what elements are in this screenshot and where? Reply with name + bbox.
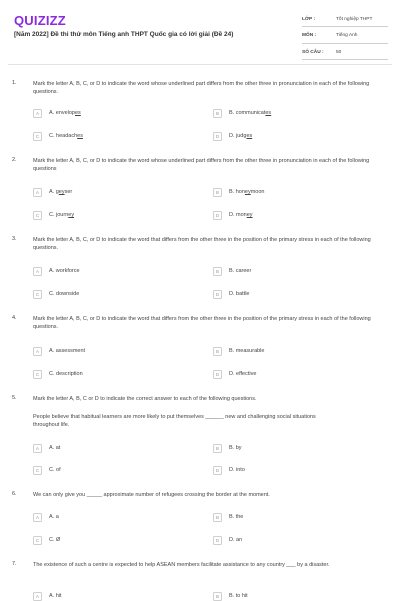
underlined-part: ey — [68, 212, 75, 218]
meta-label: SỐ CÂU : — [302, 49, 324, 55]
option-text: D. money — [229, 212, 253, 218]
option-text: D. into — [229, 467, 245, 473]
option-text: B. career — [229, 268, 252, 274]
option-b[interactable] — [213, 187, 264, 197]
option-text: B. the — [229, 514, 244, 520]
option-a[interactable] — [33, 346, 85, 356]
question-stem: Mark the letter A, B, C, or D to indicate the word that differs from the other three in the position of the primary stress in each of the following questions. — [33, 237, 371, 251]
meta-value: Tốt nghiệp THPT — [336, 16, 373, 22]
option-text: A. a — [49, 514, 59, 520]
meta-value: Tiếng Anh — [336, 33, 358, 38]
option-text: D. an — [229, 537, 243, 543]
meta-box — [302, 12, 388, 62]
meta-row-class — [302, 12, 388, 27]
option-c[interactable] — [33, 289, 79, 299]
option-letter-box[interactable]: C — [33, 211, 42, 220]
meta-value: 50 — [336, 49, 342, 55]
option-b[interactable] — [213, 108, 271, 118]
option-text: C. headaches — [49, 133, 83, 139]
option-text: B. honeymoon — [229, 189, 265, 195]
meta-row-subject — [302, 29, 388, 44]
option-c[interactable] — [33, 131, 83, 141]
option-c[interactable] — [33, 535, 60, 545]
option-a[interactable] — [33, 108, 81, 118]
option-letter-box[interactable]: D — [213, 211, 222, 220]
question-passage: People believe that habitual learners are more likely to put themselves ______ new and challenging social situations throughout life. — [33, 414, 316, 428]
option-b[interactable] — [213, 443, 242, 453]
option-letter-box[interactable]: B — [213, 188, 222, 197]
option-text: D. judges — [229, 133, 253, 139]
option-c[interactable] — [33, 369, 83, 379]
option-letter-box[interactable]: A — [33, 109, 42, 118]
question-number: 7. — [12, 561, 17, 567]
option-text: B. by — [229, 445, 242, 451]
underlined-part: ey — [246, 212, 253, 218]
option-letter-box[interactable]: D — [213, 290, 222, 299]
question-stem: Mark the letter A, B, C, or D to indicate the word that differs from the other three in the position of the primary stress in each of the following questions. — [33, 316, 371, 330]
question-stem: Mark the letter A, B, C, or D to indicate the word whose underlined part differs from the other three in pronunciation in each of the following questions. — [33, 81, 370, 95]
option-text: C. Ø — [49, 537, 61, 543]
question-number: 6. — [12, 491, 17, 497]
option-letter-box[interactable]: B — [213, 444, 222, 453]
option-text: A. envelopes — [49, 110, 81, 116]
option-d[interactable] — [213, 535, 242, 545]
underlined-part: es — [75, 110, 81, 116]
option-letter-box[interactable]: A — [33, 444, 42, 453]
option-letter-box[interactable]: C — [33, 132, 42, 141]
meta-label: LỚP : — [302, 16, 316, 22]
option-d[interactable] — [213, 131, 252, 141]
option-text: B. to hit — [229, 593, 248, 599]
option-letter-box[interactable]: D — [213, 536, 222, 545]
option-letter-box[interactable]: B — [213, 592, 222, 601]
quizizz-logo: QUIZIZZ — [14, 13, 66, 28]
option-text: B. communicates — [229, 110, 272, 116]
option-a[interactable] — [33, 187, 72, 197]
option-d[interactable] — [213, 289, 249, 299]
option-a[interactable] — [33, 266, 80, 276]
option-c[interactable] — [33, 210, 74, 220]
option-a[interactable] — [33, 443, 60, 453]
option-text: A. assessment — [49, 348, 86, 354]
option-letter-box[interactable]: A — [33, 592, 42, 601]
option-c[interactable] — [33, 465, 61, 475]
option-letter-box[interactable]: B — [213, 347, 222, 356]
underlined-part: ey — [244, 189, 251, 195]
option-text: C. journey — [49, 212, 75, 218]
option-letter-box[interactable]: C — [33, 290, 42, 299]
question-number: 3. — [12, 236, 17, 242]
option-letter-box[interactable]: D — [213, 466, 222, 475]
option-letter-box[interactable]: A — [33, 347, 42, 356]
underlined-part: ey — [58, 189, 65, 195]
option-text: A. workforce — [49, 268, 80, 274]
option-d[interactable] — [213, 210, 253, 220]
option-letter-box[interactable]: A — [33, 188, 42, 197]
option-text: A. at — [49, 445, 61, 451]
option-text: C. description — [49, 371, 83, 377]
option-text: A. hit — [49, 593, 62, 599]
question-number: 5. — [12, 395, 17, 401]
question-stem: Mark the letter A, B, C or D to indicate the correct answer to each of the following questions. — [33, 396, 257, 402]
document-title: [Năm 2022] Đề thi thử môn Tiếng anh THPT Quốc gia có lời giải (Đề 24) — [14, 31, 234, 38]
option-letter-box[interactable]: D — [213, 370, 222, 379]
option-d[interactable] — [213, 369, 256, 379]
option-letter-box[interactable]: B — [213, 267, 222, 276]
option-text: A. geyser — [49, 189, 73, 195]
question-stem: The existence of such a centre is expected to help ASEAN members facilitate assistance to any country ___ by a disaster. — [33, 562, 330, 568]
option-d[interactable] — [213, 465, 245, 475]
meta-row-count — [302, 45, 388, 60]
option-b[interactable] — [213, 266, 251, 276]
option-b[interactable] — [213, 512, 243, 522]
underlined-part: es — [265, 110, 272, 116]
option-letter-box[interactable]: D — [213, 132, 222, 141]
underlined-part: es — [246, 133, 253, 139]
option-b[interactable] — [213, 346, 264, 356]
option-a[interactable] — [33, 512, 59, 522]
option-text: B. measurable — [229, 348, 265, 354]
option-letter-box[interactable]: C — [33, 536, 42, 545]
option-letter-box[interactable]: B — [213, 513, 222, 522]
meta-label: MÔN : — [302, 33, 317, 38]
option-text: C. of — [49, 467, 61, 473]
option-text: C. downside — [49, 291, 80, 297]
option-letter-box[interactable]: A — [33, 267, 42, 276]
option-letter-box[interactable]: C — [33, 370, 42, 379]
question-number: 1. — [12, 80, 17, 86]
option-letter-box[interactable]: B — [213, 109, 222, 118]
question-number: 2. — [12, 157, 17, 163]
option-letter-box[interactable]: C — [33, 466, 42, 475]
question-stem: Mark the letter A, B, C, or D to indicate the word whose underlined part differs from the other three in pronunciation in each of the following questions — [33, 158, 370, 172]
option-text: D. battle — [229, 291, 250, 297]
question-number: 4. — [12, 315, 17, 321]
option-letter-box[interactable]: A — [33, 513, 42, 522]
question-stem: We can only give you _____ approximate number of refugees crossing the border at the moment. — [33, 492, 270, 498]
underlined-part: es — [77, 133, 83, 139]
header-divider — [8, 64, 392, 65]
option-text: D. effective — [229, 371, 257, 377]
